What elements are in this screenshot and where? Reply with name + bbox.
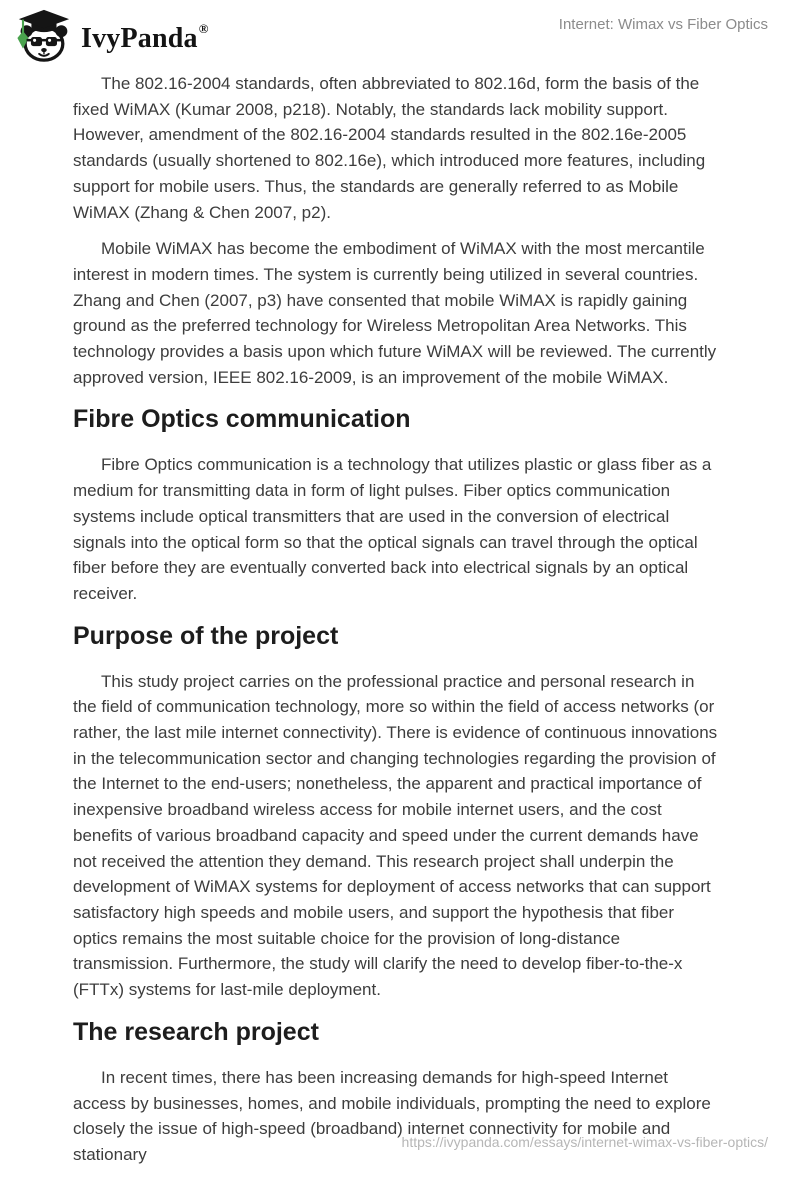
section-heading-purpose: Purpose of the project xyxy=(73,621,339,650)
paragraph-research-project: In recent times, there has been increasing demands for high-speed Internet access by businesses, homes, and mobile individuals, prompting the need to explore closely the issue of high-speed (broadband) internet connectivity for mobile and stationary xyxy=(73,1067,711,1164)
paragraph-fibre-optics: Fibre Optics communication is a technology that utilizes plastic or glass fiber as a medium for transmitting data in form of light pulses. Fiber optics communication systems include optical transmitters that are used in the conversion of electrical signals into the optical form so that the optical signals can travel through the optical fiber before they are eventually converted back into electrical signals by an optical receiver. xyxy=(73,455,712,603)
essay-content xyxy=(73,71,720,1179)
section-heading-fibre-optics: Fibre Optics communication xyxy=(73,405,411,434)
section-heading-research-project: The research project xyxy=(73,1017,319,1046)
running-title: Internet: Wimax vs Fiber Optics xyxy=(558,16,768,33)
registered-mark: ® xyxy=(198,20,209,36)
page-header xyxy=(14,8,768,65)
brand-name xyxy=(81,21,208,53)
paragraph-wimax-standards: The 802.16-2004 standards, often abbreviated to 802.16d, form the basis of the fixed WiMAX (Kumar 2008, p218). Notably, the standards lack mobility support. However, amendment of the 802.16-2004 standards resulted in the 802.16e-2005 standards (usually shortened to 802.16e), which introduced more features, including support for mobile users. Thus, the standards are generally referred to as Mobile WiMAX (Zhang & Chen 2007, p2). xyxy=(73,74,706,222)
source-url-link[interactable]: https://ivypanda.com/essays/internet-wimax-vs-fiber-optics/ xyxy=(401,1134,768,1150)
paragraph-mobile-wimax: Mobile WiMAX has become the embodiment of WiMAX with the most mercantile interest in modern times. The system is currently being utilized in several countries. Zhang and Chen (2007, p3) have consented that mobile WiMAX is rapidly gaining ground as the preferred technology for Wireless Metropolitan Area Networks. This technology provides a basis upon which future WiMAX will be reviewed. The currently approved version, IEEE 802.16-2009, is an improvement of the mobile WiMAX. xyxy=(73,239,717,387)
ivypanda-logo xyxy=(14,8,208,65)
page-footer xyxy=(402,1134,768,1150)
paragraph-purpose: This study project carries on the professional practice and personal research in the field of communication technology, more so within the field of access networks (or rather, the last mile internet connectivity). There is evidence of continuous innovations in the telecommunication sector and changing technologies regarding the provision of the Internet to the end-users; nonetheless, the apparent and practical importance of inexpensive broadband wireless access for mobile internet users, and the cost benefits of various broadband capacity and speed under the current demands have not received the attention they demand. This research project shall underpin the development of WiMAX systems for deployment of access networks that can support satisfactory high speeds and mobile users, and support the hypothesis that fiber optics remains the most suitable choice for the provision of long-distance transmission. Furthermore, the study will clarify the need to develop fiber-to-the-x (FTTx) systems for last-mile deployment. xyxy=(73,671,718,1000)
brand-name-text: IvyPanda xyxy=(81,22,198,54)
panda-graduation-cap-icon xyxy=(14,8,72,65)
